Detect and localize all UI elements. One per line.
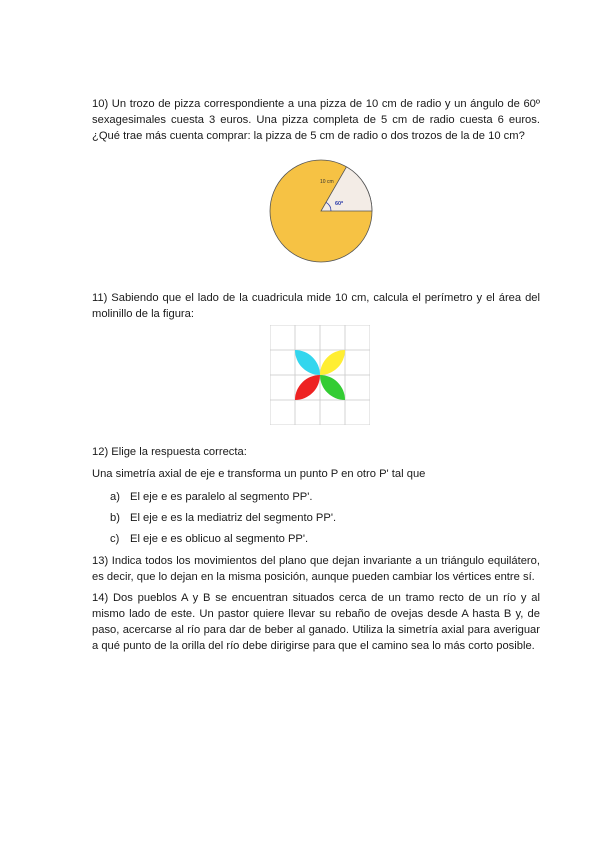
question-14: 14) Dos pueblos A y B se encuentran situados cerca de un tramo recto de un río y al mismo lado de este. Un pastor quiere llevar su rebaño de ovejas desde A hasta B y, de paso, acercarse al río para dar de beber al ganado. Utiliza la simetría axial para averiguar a qué punto de la orilla del río debe dirigirse para que el camino sea lo más corto posible. [92,592,540,652]
option-a-text: El eje e es paralelo al segmento PP'. [130,491,313,503]
question-10: 10) Un trozo de pizza correspondiente a una pizza de 10 cm de radio y un ángulo de 60º sexagesimales cuesta 3 euros. Una pizza completa de 5 cm de radio cuesta 6 euros. ¿Qué trae más cuenta comprar: la pizza de 5 cm de radio o dos trozos de la de 10 cm? [92,98,540,142]
question-12-statement: Una simetría axial de eje e transforma un punto P en otro P' tal que [92,468,426,480]
radius-label: 10 cm [320,179,334,185]
option-c-label: c) [110,533,120,545]
option-b [110,510,336,526]
option-b-label: b) [110,512,120,524]
pizza-figure [268,158,378,268]
question-12-title: 12) Elige la respuesta correcta: [92,446,247,458]
pinwheel-figure [270,325,370,425]
option-b-text: El eje e es la mediatriz del segmento PP'. [130,512,337,524]
question-11: 11) Sabiendo que el lado de la cuadricula mide 10 cm, calcula el perímetro y el área del molinillo de la figura: [92,292,540,320]
option-c-text: El eje e es oblicuo al segmento PP'. [130,533,309,545]
angle-label: 60º [335,201,344,207]
option-a-label: a) [110,491,120,503]
option-a [110,489,313,505]
question-13: 13) Indica todos los movimientos del plano que dejan invariante a un triángulo equilátero, es decir, que lo dejan en la misma posición, aunque pueden cambiar los vértices entre sí. [92,555,540,583]
option-c [110,531,308,547]
